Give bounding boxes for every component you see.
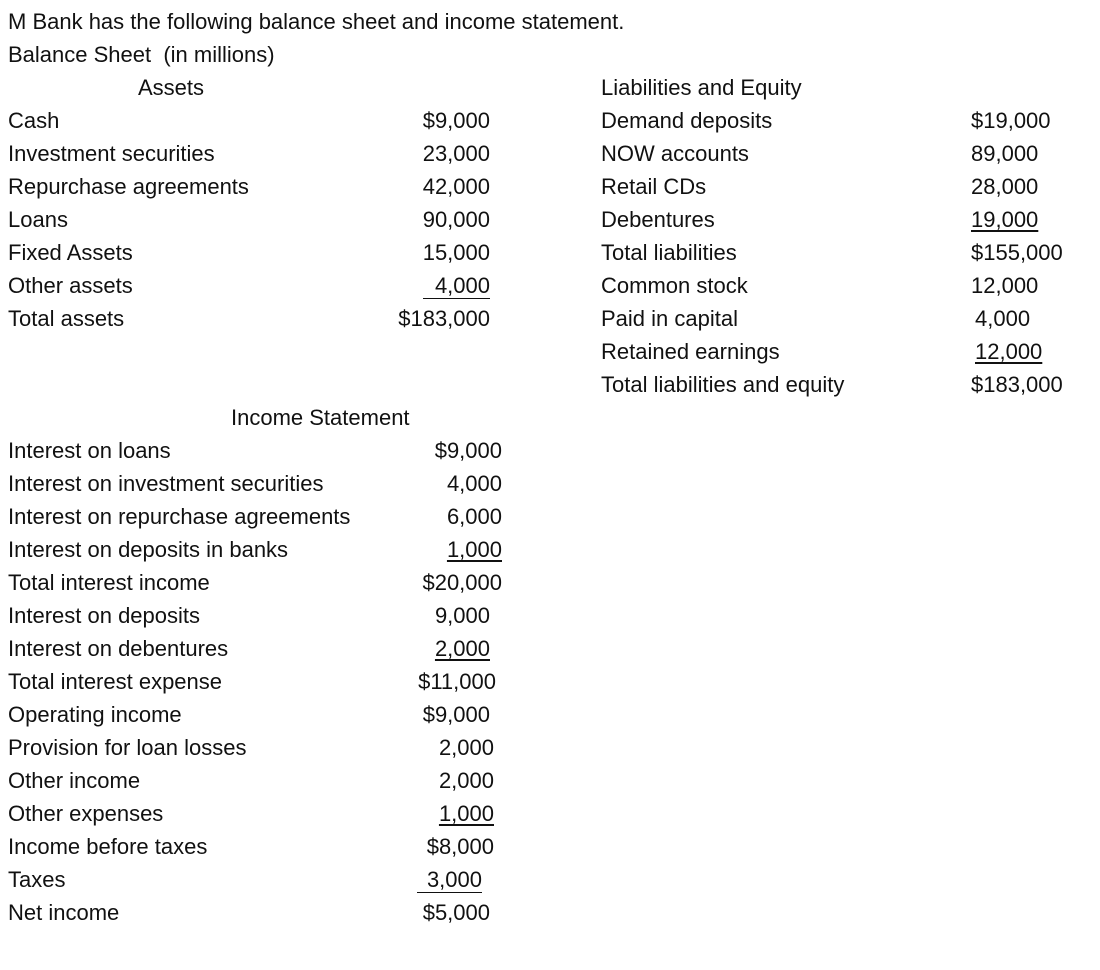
income-label: Total interest income bbox=[8, 570, 210, 595]
asset-label: Other assets bbox=[8, 273, 133, 298]
liability-value: 19,000 bbox=[971, 207, 1039, 232]
income-value: $9,000 bbox=[434, 438, 502, 463]
income-label: Interest on deposits bbox=[8, 603, 201, 628]
liability-label: Debentures bbox=[601, 207, 715, 232]
liability-label: Retail CDs bbox=[601, 174, 707, 199]
income-label: Interest on debentures bbox=[8, 636, 229, 661]
asset-value: $9,000 bbox=[422, 108, 490, 133]
income-value: 4,000 bbox=[446, 471, 502, 496]
income-value: 2,000 bbox=[438, 768, 494, 793]
assets-heading: Assets bbox=[138, 75, 205, 100]
income-value: 9,000 bbox=[434, 603, 490, 628]
asset-value: 42,000 bbox=[422, 174, 490, 199]
income-label: Interest on loans bbox=[8, 438, 171, 463]
asset-label: Fixed Assets bbox=[8, 240, 133, 265]
asset-value bbox=[340, 271, 490, 301]
income-label: Interest on repurchase agreements bbox=[8, 504, 351, 529]
asset-label: Cash bbox=[8, 108, 60, 133]
liability-label: Retained earnings bbox=[601, 339, 780, 364]
asset-label: Total assets bbox=[8, 306, 125, 331]
income-value: $11,000 bbox=[418, 669, 496, 694]
income-value-underlined: 3,000 bbox=[417, 868, 482, 893]
income-value: 6,000 bbox=[446, 504, 502, 529]
liability-label: Total liabilities bbox=[601, 240, 737, 265]
liability-label: Demand deposits bbox=[601, 108, 773, 133]
liability-total-value: $183,000 bbox=[971, 372, 1063, 397]
liability-value: $155,000 bbox=[971, 240, 1063, 265]
liabilities-heading: Liabilities and Equity bbox=[601, 75, 802, 100]
asset-value: 15,000 bbox=[422, 240, 490, 265]
liability-label: Common stock bbox=[601, 273, 748, 298]
income-label: Other income bbox=[8, 768, 141, 793]
income-value: $20,000 bbox=[422, 570, 502, 595]
income-label: Net income bbox=[8, 900, 120, 925]
asset-label: Investment securities bbox=[8, 141, 215, 166]
income-value: 1,000 bbox=[438, 801, 494, 826]
income-value: 2,000 bbox=[434, 636, 490, 661]
asset-value: 90,000 bbox=[422, 207, 490, 232]
income-label: Interest on investment securities bbox=[8, 471, 324, 496]
asset-total-value: $183,000 bbox=[398, 306, 490, 331]
intro-text: M Bank has the following balance sheet and income statement. bbox=[8, 9, 625, 34]
liability-label: Paid in capital bbox=[601, 306, 738, 331]
income-label: Income before taxes bbox=[8, 834, 208, 859]
income-label: Provision for loan losses bbox=[8, 735, 247, 760]
asset-label: Repurchase agreements bbox=[8, 174, 249, 199]
liability-value: 12,000 bbox=[971, 273, 1039, 298]
income-label: Other expenses bbox=[8, 801, 164, 826]
liability-value: 89,000 bbox=[971, 141, 1039, 166]
liability-value: $19,000 bbox=[971, 108, 1051, 133]
liability-value: 28,000 bbox=[971, 174, 1039, 199]
income-label: Total interest expense bbox=[8, 669, 223, 694]
asset-value: 23,000 bbox=[422, 141, 490, 166]
asset-label: Loans bbox=[8, 207, 68, 232]
income-value: $5,000 bbox=[422, 900, 490, 925]
income-label: Interest on deposits in banks bbox=[8, 537, 289, 562]
liability-value: 12,000 bbox=[975, 339, 1043, 364]
liability-label: NOW accounts bbox=[601, 141, 749, 166]
income-statement-title: Income Statement bbox=[231, 405, 410, 430]
liability-label: Total liabilities and equity bbox=[601, 372, 845, 397]
balance-sheet-title: Balance Sheet (in millions) bbox=[8, 42, 275, 67]
income-value: $8,000 bbox=[426, 834, 494, 859]
income-value: $9,000 bbox=[422, 702, 490, 727]
liability-value: 4,000 bbox=[975, 306, 1031, 331]
asset-value-underlined: 4,000 bbox=[423, 274, 490, 299]
income-label: Operating income bbox=[8, 702, 182, 727]
income-value: 2,000 bbox=[438, 735, 494, 760]
income-value: 1,000 bbox=[446, 537, 502, 562]
income-label: Taxes bbox=[8, 867, 66, 892]
income-value bbox=[332, 865, 482, 895]
